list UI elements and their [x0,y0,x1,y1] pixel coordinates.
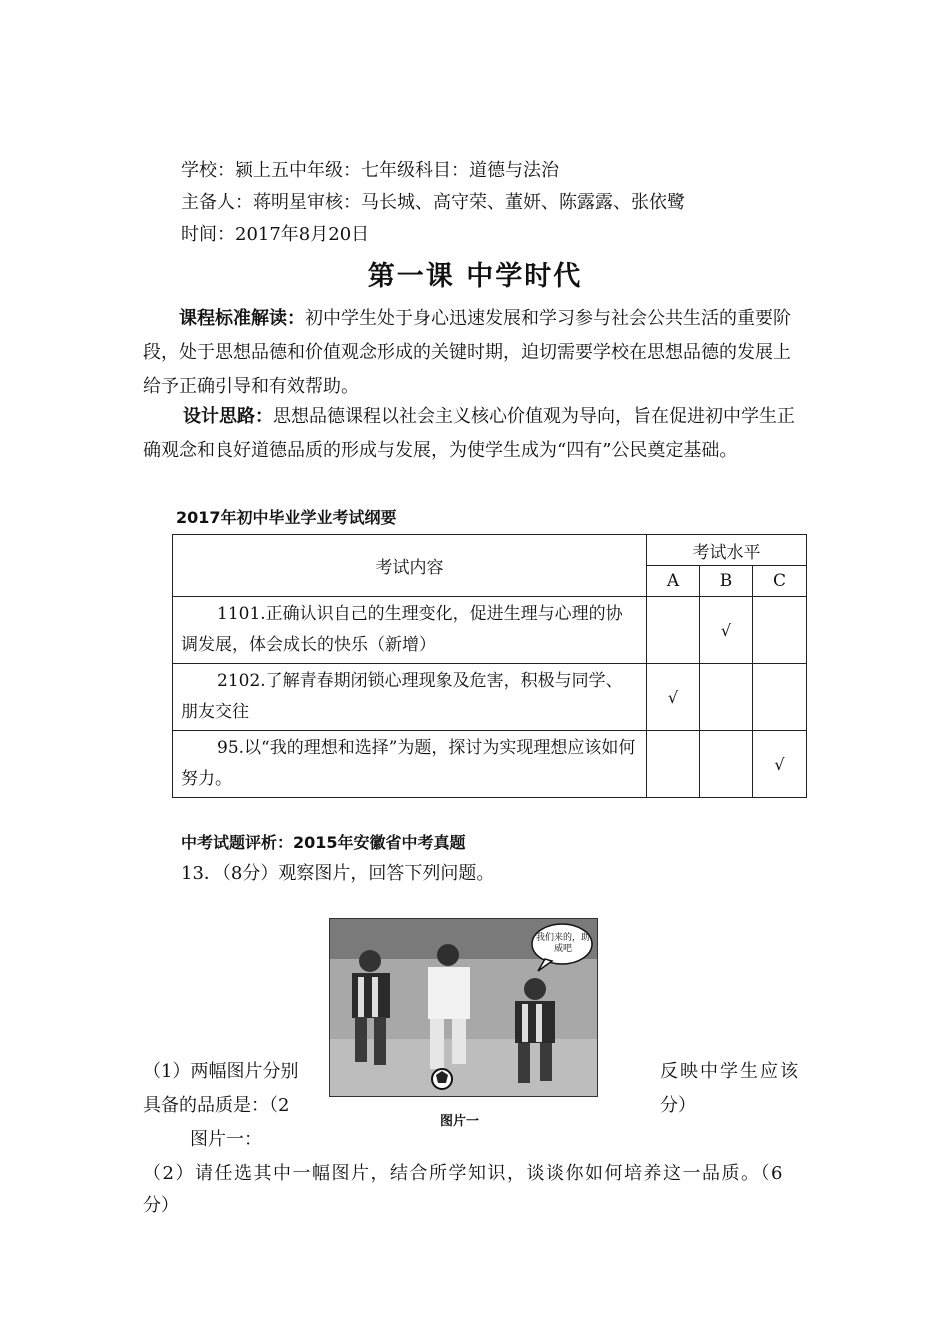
q1-left-text: （1）两幅图片分别 [143,1061,299,1082]
table-row [173,597,807,664]
grade-label: 年级：七年级 [307,160,415,181]
standard-paragraph [143,302,803,404]
school-grade-subject-line [181,159,559,183]
q1-right-text: 反映中学生应该 [660,1061,800,1082]
design-paragraph [143,400,803,468]
date-label: 时间：2017年8月20日 [181,224,370,245]
reviewers-label: 审核：马长城、高守荣、董妍、陈露露、张依鹭 [307,192,685,213]
table-row [173,664,807,731]
level-header-c: C [753,566,807,597]
standard-text: 初中学生处于身心迅速发展和学习参与社会公共生活的重要阶段，处于思想品德和价值观念形成的关键时期，迫切需要学校在思想品德的发展上给予正确引导和有效帮助。 [143,308,791,397]
check-cell [753,664,807,731]
exam-question: 13．（8分）观察图片，回答下列问题。 [181,863,495,884]
check-cell [647,597,700,664]
q1-picture-label: 图片一： [190,1129,262,1150]
syllabus-table [172,534,807,798]
column-header-content: 考试内容 [173,535,647,597]
syllabus-heading: 2017年初中毕业学业考试纲要 [176,508,397,527]
level-header-b: B [700,566,753,597]
column-header-level: 考试水平 [647,535,807,566]
check-cell [753,597,807,664]
check-cell: √ [647,664,700,731]
q1-right-text-2: 分） [660,1095,696,1116]
preparer-line [181,191,685,215]
speech-bubble-text: 我们来的，助威吧 [536,933,591,954]
design-label: 设计思路： [183,406,273,427]
preparer-label: 主备人：蒋明星 [181,192,307,213]
level-header-a: A [647,566,700,597]
row-content: 95.以“我的理想和选择”为题，探讨为实现理想应该如何努力。 [181,738,636,789]
exam-heading: 中考试题评析：2015年安徽省中考真题 [181,833,466,852]
q1-left-text-2: 具备的品质是：（2 [143,1095,290,1116]
standard-label: 课程标准解读： [179,308,305,329]
subject-label: 科目：道德与法治 [415,160,559,181]
q2-line-1: （2）请任选其中一幅图片，结合所学知识，谈谈你如何培养这一品质。（6 [143,1163,784,1184]
soccer-photo [329,918,598,1097]
check-cell: √ [753,731,807,798]
row-content: 1101.正确认识自己的生理变化，促进生理与心理的协调发展，体会成长的快乐（新增） [181,604,623,655]
check-cell [647,731,700,798]
row-content: 2102.了解青春期闭锁心理现象及危害，积极与同学、朋友交往 [181,671,623,722]
photo-caption: 图片一 [440,1114,480,1129]
table-row [173,731,807,798]
design-text: 思想品德课程以社会主义核心价值观为导向，旨在促进初中学生正确观念和良好道德品质的形成与发展，为使学生成为“四有”公民奠定基础。 [143,406,795,461]
page-title: 第一课 中学时代 [367,261,583,292]
check-cell: √ [700,597,753,664]
q2-line-2: 分） [143,1195,179,1216]
check-cell [700,731,753,798]
check-cell [700,664,753,731]
school-label: 学校：颍上五中 [181,160,307,181]
